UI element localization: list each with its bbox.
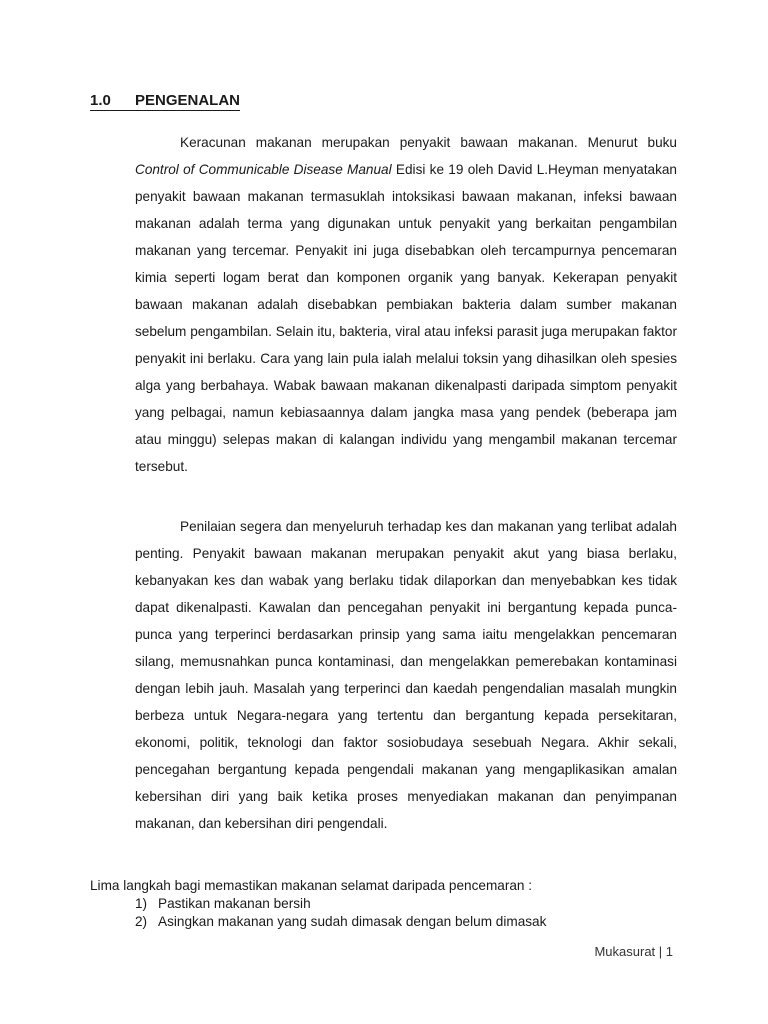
list-item-text: Asingkan makanan yang sudah dimasak dengan belum dimasak <box>158 914 547 929</box>
section-heading <box>90 92 240 111</box>
list-item <box>135 913 546 931</box>
section-number: 1.0 <box>90 92 111 109</box>
list-item-text: Pastikan makanan bersih <box>158 896 311 911</box>
book-title: Control of Communicable Disease Manual <box>135 162 392 177</box>
list-item-number: 1) <box>135 896 148 911</box>
list-item-number: 2) <box>135 914 148 929</box>
paragraph-1-pre: Keracunan makanan merupakan penyakit bawaan makanan. Menurut buku <box>180 135 677 150</box>
steps-list <box>135 895 546 931</box>
paragraph-introduction <box>135 129 677 480</box>
page-number-footer: Mukasurat | 1 <box>594 944 673 959</box>
paragraph-1-post: Edisi ke 19 oleh David L.Heyman menyatakan penyakit bawaan makanan termasuklah intoksikasi bawaan makanan, infeksi bawaan makanan adalah terma yang digunakan untuk penyakit yang berkaitan pengambilan makanan yang tercemar. Penyakit ini juga disebabkan oleh tercampurnya pencemaran kimia seperti logam berat dan komponen organik yang banyak. Kekerapan penyakit bawaan makanan adalah disebabkan pembiakan bakteria dalam sumber makanan sebelum pengambilan. Selain itu, bakteria, viral atau infeksi parasit juga merupakan faktor penyakit ini berlaku. Cara yang lain pula ialah melalui toksin yang dihasilkan oleh spesies alga yang berbahaya. Wabak bawaan makanan dikenalpasti daripada simptom penyakit yang pelbagai, namun kebiasaannya dalam jangka masa yang pendek (beberapa jam atau minggu) selepas makan di kalangan individu yang mengambil makanan tercemar tersebut. <box>135 162 677 474</box>
paragraph-assessment: Penilaian segera dan menyeluruh terhadap kes dan makanan yang terlibat adalah penting. Penyakit bawaan makanan merupakan penyakit akut yang biasa berlaku, kebanyakan kes dan wabak yang berlaku tidak dilaporkan dan menyebabkan kes tidak dapat dikenalpasti. Kawalan dan pencegahan penyakit ini bergantung kepada punca-punca yang terperinci berdasarkan prinsip yang sama iaitu mengelakkan pencemaran silang, memusnahkan punca kontaminasi, dan mengelakkan pemerebakan kontaminasi dengan lebih jauh. Masalah yang terperinci dan kaedah pengendalian masalah mungkin berbeza untuk Negara-negara yang tertentu dan bergantung kepada persekitaran, ekonomi, politik, teknologi dan faktor sosiobudaya sesebuah Negara. Akhir sekali, pencegahan bergantung kepada pengendali makanan yang mengaplikasikan amalan kebersihan diri yang baik ketika proses menyediakan makanan dan penyimpanan makanan, dan kebersihan diri pengendali. <box>135 519 677 831</box>
section-title: PENGENALAN <box>135 92 241 109</box>
steps-intro: Lima langkah bagi memastikan makanan selamat daripada pencemaran : <box>90 878 533 893</box>
list-item <box>135 895 546 913</box>
